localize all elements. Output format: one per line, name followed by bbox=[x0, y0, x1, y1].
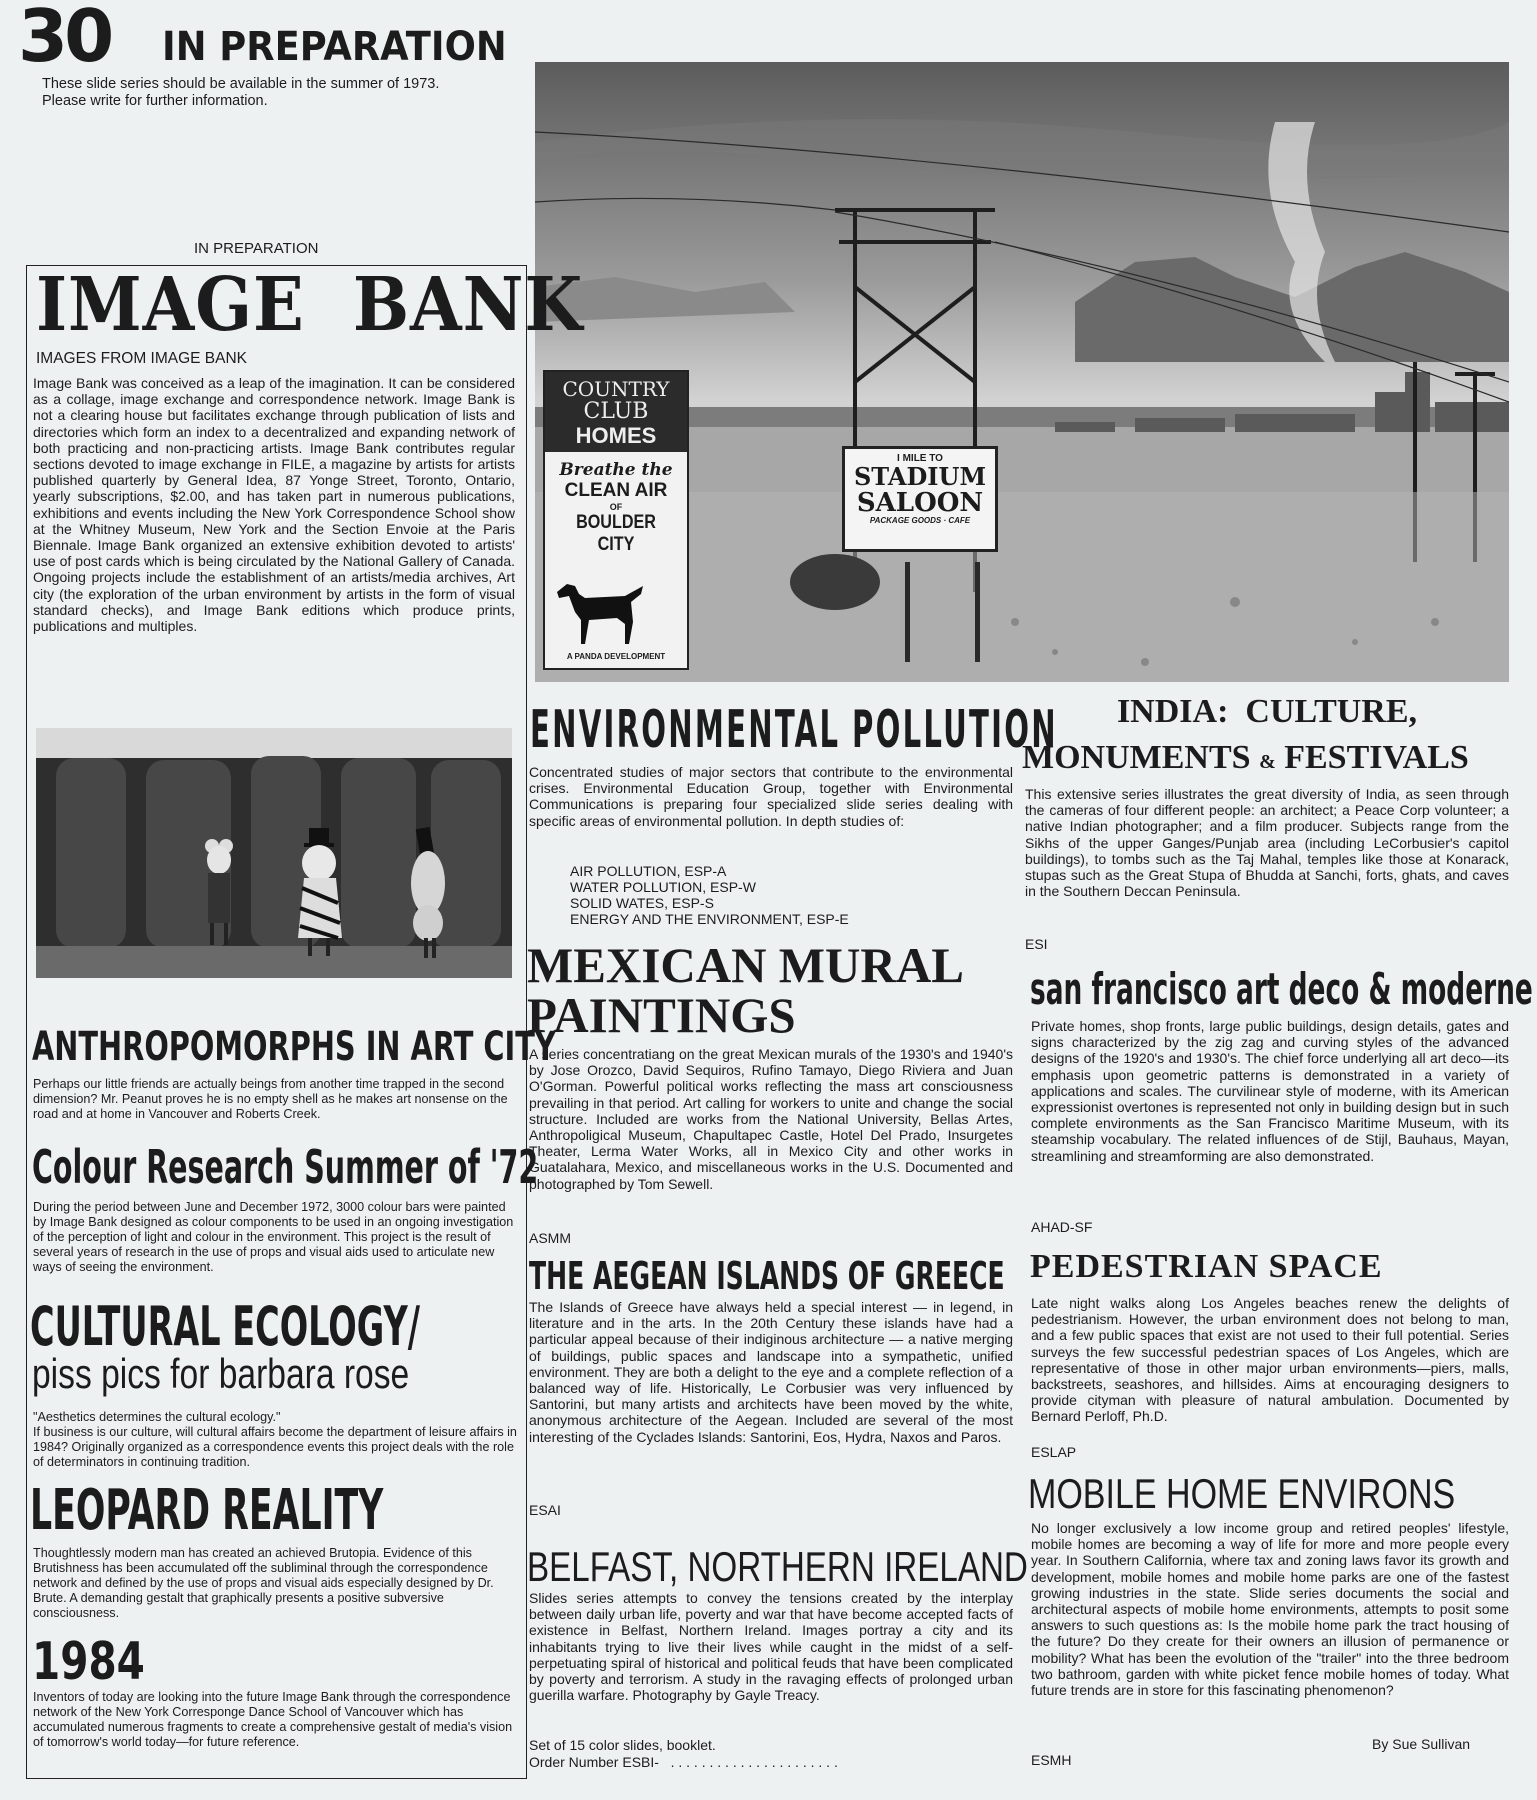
header-note: These slide series should be available in the summer of 1973. Please write for further information. bbox=[42, 76, 440, 109]
colour-research-title: Colour Research Summer of '72 bbox=[32, 1140, 539, 1194]
mobile-home-body: No longer exclusively a low income group and retired peoples' lifestyle, mobile homes are becoming a way of life for more and more people every year. In Southern California, where tax and zoning laws favor its growth and development, mobile homes and mobile home parks are one of the fastest growing industries in the state. Slide series documents the social and architectural aspects of mobile home environments, attempts to posit some answers to such questions as: Is the mobile home park the tract housing of the future? Do they create for their owners an illusion of permanence or mobility? What has been the evolution of the "trailer" into the three bedroom two bathroom, garden with white picket fence mobile homes of today. What future trends are in store for this fascinating phenomenon? bbox=[1031, 1520, 1509, 1699]
page-number: 30 bbox=[18, 0, 111, 78]
env-pollution-title-b: POLLUTION bbox=[852, 700, 1058, 760]
mobile-home-title: MOBILE HOME ENVIRONS bbox=[1028, 1470, 1456, 1517]
india-code: ESI bbox=[1025, 936, 1048, 952]
sign2-line3: SALOON bbox=[856, 488, 984, 518]
list-item: WATER POLLUTION, ESP-W bbox=[570, 879, 756, 895]
env-pollution-list bbox=[570, 863, 849, 927]
list-item: SOLID WATES, ESP-S bbox=[570, 895, 714, 911]
belfast-set: Set of 15 color slides, booklet. bbox=[529, 1737, 716, 1753]
year-1984-title: 1984 bbox=[32, 1632, 145, 1692]
env-pollution-body: Concentrated studies of major sectors that contribute to the environmental crises. Environmental Education Group, together with Environmental Communications is preparing four specialized slide series dealing with specific areas of environmental pollution. In depth studies of: bbox=[529, 764, 1013, 829]
sign2-line4: PACKAGE GOODS · CAFE bbox=[869, 516, 971, 525]
stadium-saloon-billboard bbox=[842, 446, 998, 552]
sf-deco-code: AHAD-SF bbox=[1031, 1219, 1093, 1235]
cultural-ecology-body: "Aesthetics determines the cultural ecology." If business is our culture, will cultural affairs become the department of leisure affairs in 1984? Originally organized as a correspondence events this project deals with the role of determinators in continuing tradition. bbox=[33, 1410, 517, 1469]
leopard-reality-title: LEOPARD REALITY bbox=[30, 1478, 384, 1543]
cultural-ecology-title: CULTURAL ECOLOGY/ bbox=[30, 1295, 420, 1358]
image-bank-title: IMAGE BANK bbox=[36, 262, 584, 348]
list-item: ENERGY AND THE ENVIRONMENT, ESP-E bbox=[570, 911, 849, 927]
setter-dog-icon bbox=[545, 562, 655, 652]
anthropomorphs-title: ANTHROPOMORPHS IN ART CITY bbox=[32, 1024, 556, 1070]
country-club-billboard bbox=[543, 370, 689, 670]
sign1-line4: Breathe the bbox=[559, 460, 673, 480]
sf-deco-body: Private homes, shop fronts, large public buildings, design details, gates and signs characterized by the zig zag and curving styles of the advanced designs of the 1920's and 1930's. The chief force underlying all art deco—its emphasis upon geometric patterns is demonstrated in a variety of applications and scales. The curvilinear style of moderne, with its American expressionist overtones is represented not only in building design but in such complete environments as the San Francisco Maritime Museum, with its steamship vocabulary. The related influences of de Stijl, Bauhaus, Mayan, streamlining and streamforming are also demonstrated. bbox=[1031, 1018, 1509, 1164]
environmental-pollution-heading bbox=[530, 700, 1058, 760]
pedestrian-body: Late night walks along Los Angeles beaches renew the delights of pedestrianism. However, the urban environment does not belong to man, and a few public spaces that exist are not used to their full potential. Series surveys the few successful pedestrian spaces of Los Angeles, which are representative of those in other major urban environments—piers, malls, backstreets, seashores, and hillsides. Aims at encouraging designers to provide cityman with pleasure of natural ambulation. Documented by Bernard Perloff, Ph.D. bbox=[1031, 1295, 1509, 1425]
belfast-body: Slides series attempts to convey the tensions created by the interplay between daily urban life, poverty and war that have become accepted facts of existence in Belfast, Northern Ireland. Images portray a city and its inhabitants trying to live their lives while caught in the midst of a self-perpetuating spiral of historical and political feuds that have been complicated by poverty and terrorism. A study in the ravaging effects of prolonged urban guerilla warfare. Photography by Gayle Treacy. bbox=[529, 1590, 1013, 1704]
leopard-reality-body: Thoughtlessly modern man has created an achieved Brutopia. Evidence of this Brutishness has been accumulated off the subliminal through the correspondence network and defined by the use of props and visual aids especially designed by Dr. Brute. A demanding gestalt that graphically presents a positive subversive consciousness. bbox=[33, 1546, 494, 1620]
belfast-order-number: Order Number ESBI- . . . . . . . . . . . . . . . . . . . . . . bbox=[529, 1754, 838, 1770]
belfast-title: BELFAST, NORTHERN IRELAND bbox=[527, 1543, 1028, 1590]
mobile-home-byline: By Sue Sullivan bbox=[1372, 1736, 1471, 1752]
india-amp: & bbox=[1259, 751, 1276, 773]
india-title-a: INDIA: CULTURE, bbox=[1116, 693, 1418, 730]
mexican-murals-code: ASMM bbox=[529, 1230, 571, 1246]
aegean-code: ESAI bbox=[529, 1502, 561, 1518]
india-body: This extensive series illustrates the great diversity of India, as seen through the cameras of four different people: an architect; a Peace Corp volunteer; a native Indian photographer; and a film producer. Subjects range from the Sikhs of the upper Ganges/Punjab area (including LeCorbusier's capitol buildings), to tombs such as the Taj Mahal, temples like those at Konarack, stupas such as the Great Stupa of Bhudda at Sanchi, forts, ghats, and caves in the Southern Deccan Peninsula. bbox=[1025, 786, 1509, 900]
india-title-b: MONUMENTS bbox=[1022, 739, 1251, 776]
sign1-line6: OF bbox=[609, 502, 623, 512]
pedestrian-title: PEDESTRIAN SPACE bbox=[1030, 1248, 1383, 1285]
sign1-line5: CLEAN AIR bbox=[564, 480, 668, 501]
colour-research-body: During the period between June and December 1972, 3000 colour bars were painted by Image Bank designed as colour components to be used in an ongoing investigation of the perception of light and colour in the environment. This project is the result of several years of research in the use of props and visual aids used to articulate new ways of seeing the environment. bbox=[33, 1200, 514, 1274]
sign2-line2: STADIUM bbox=[853, 462, 987, 491]
list-item: AIR POLLUTION, ESP-A bbox=[570, 863, 727, 879]
sf-deco-title: san francisco art deco & moderne bbox=[1030, 964, 1533, 1015]
sign1-line8: A PANDA DEVELOPMENT bbox=[566, 652, 666, 661]
mexican-murals-title: MEXICAN MURAL PAINTINGS bbox=[527, 937, 964, 1043]
sign1-line7: BOULDER CITY bbox=[576, 512, 656, 555]
mexican-murals-body: A series concentratiang on the great Mexican murals of the 1930's and 1940's by Jose Orozco, David Sequiros, Rufino Tamayo, Diego Riviera and Juan O'Gorman. Powerful political works reflecting the mass art consciousness prevailing in that period. Art calling for workers to unite and change the social structure. Included are works from the National University, Bellas Artes, Anthropoligical Museum, Chapultapec Castle, Hotel Del Prado, Insurgetes Theater, Lerma Water Works, all in Mexico City and other works in Guatalahara, Mexico, and miscellaneous works in the U.S. Documented and photographed by Tom Sewell. bbox=[529, 1046, 1013, 1192]
aegean-body: The Islands of Greece have always held a special interest — in legend, in literature and in the arts. In the 20th Century these islands have had a particular appeal because of their indiginous architecture — a native merging of buildings, public spaces and landscape into a sympathetic, unified environment. They are both a delight to the eye and a complete reflection of a balanced way of life. Historically, Le Corbusier was very influenced by Santorini, but many artists and architects have been moved by the white, anonymous architecture of the Aegean. Included are several of the most interesting of the Cyclades Islands: Santorini, Eos, Hydra, Naxos and Paros. bbox=[529, 1299, 1013, 1445]
sign1-line1: COUNTRY bbox=[562, 377, 670, 401]
cultural-ecology-subtitle: piss pics for barbara rose bbox=[32, 1350, 410, 1397]
page-title: IN PREPARATION bbox=[162, 24, 507, 70]
image-bank-kicker: IN PREPARATION bbox=[194, 240, 319, 257]
sign2-line1: I MILE TO bbox=[897, 453, 943, 464]
env-pollution-title-a: ENVIRONMENTAL bbox=[530, 700, 841, 760]
image-bank-body: Image Bank was conceived as a leap of the imagination. It can be considered as a collage, image exchange and correspondence network. Image Bank is not a clearing house but facilitates exchange through publication of lists and directories which form an index to a decentralized and expanding network of both practicing and non-practicing artists. Image Bank contributes regular sections devoted to image exchange in FILE, a magazine by artists for artists published quarterly by General Idea, 87 Yonge Street, Toronto, Ontario, yearly subscriptions, $2.00, and has taken part in numerous publications, exhibitions and events including the New York Correspondence School show at the Whitney Museum, New York and the Section Envoie at the Paris Biennale. Image Bank organized an extensive exhibition devoted to artists' use of post cards which is being circulated by the National Gallery of Canada. Ongoing projects include the establishment of an artists/media archives, Art city (the exploration of the urban environment by artists in the form of visual standard checks), and Image Bank editions which produce prints, publications and multiples. bbox=[33, 375, 515, 635]
pedestrian-code: ESLAP bbox=[1031, 1444, 1077, 1460]
india-heading bbox=[1022, 692, 1512, 782]
india-title-c: FESTIVALS bbox=[1284, 739, 1469, 776]
aegean-title: THE AEGEAN ISLANDS OF GREECE bbox=[529, 1254, 1005, 1298]
anthropomorphs-body: Perhaps our little friends are actually beings from another time trapped in the second dimension? Mr. Peanut proves he is no empty shell as he makes art nonsense on the road and at home in Vancouver and Roberts Creek. bbox=[33, 1077, 508, 1121]
year-1984-body: Inventors of today are looking into the future Image Bank through the correspondence network of the New York Corresponge Dance School of Vancouver which has accumulated numerous fragments to create a comprehensive gestalt of media's vision of tomorrow's world today—for future reference. bbox=[33, 1690, 513, 1749]
desert-billboards-photo bbox=[535, 62, 1509, 682]
mobile-home-code: ESMH bbox=[1031, 1752, 1072, 1768]
sign1-line3: HOMES bbox=[575, 423, 657, 448]
image-bank-subtitle: IMAGES FROM IMAGE BANK bbox=[36, 350, 247, 367]
anthropomorphs-photo bbox=[36, 728, 512, 978]
sign1-line2: CLUB bbox=[583, 399, 649, 424]
